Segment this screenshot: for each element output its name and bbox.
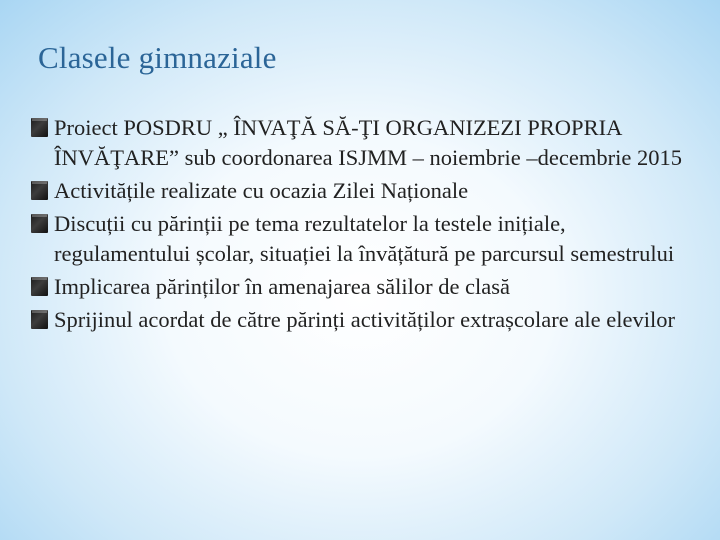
bullet-item [30, 272, 690, 302]
bullet-item [30, 209, 690, 269]
bullet-text: Implicarea părinților în amenajarea sălilor de clasă [54, 274, 511, 299]
bullet-item [30, 113, 690, 173]
square-bullet-icon [30, 179, 49, 203]
bullet-text: Activitățile realizate cu ocazia Zilei Naționale [54, 178, 469, 203]
square-bullet-icon [30, 212, 49, 236]
bullet-text: Sprijinul acordat de către părinți activităților extrașcolare ale elevilor [54, 307, 675, 332]
bullet-list [30, 113, 690, 338]
square-bullet-icon [30, 308, 49, 332]
bullet-item [30, 176, 690, 206]
bullet-text: Discuții cu părinții pe tema rezultatelor la testele inițiale, regulamentului școlar, situației la învățătură pe parcursul semestrului [54, 211, 675, 266]
square-bullet-icon [30, 275, 49, 299]
square-bullet-icon [30, 116, 49, 140]
bullet-text: Proiect POSDRU „ ÎNVAŢĂ SĂ-ŢI ORGANIZEZI PROPRIA ÎNVĂŢARE” sub coordonarea ISJMM – noiembrie –decembrie 2015 [54, 115, 682, 170]
bullet-item [30, 305, 690, 335]
slide-title: Clasele gimnaziale [38, 40, 277, 75]
